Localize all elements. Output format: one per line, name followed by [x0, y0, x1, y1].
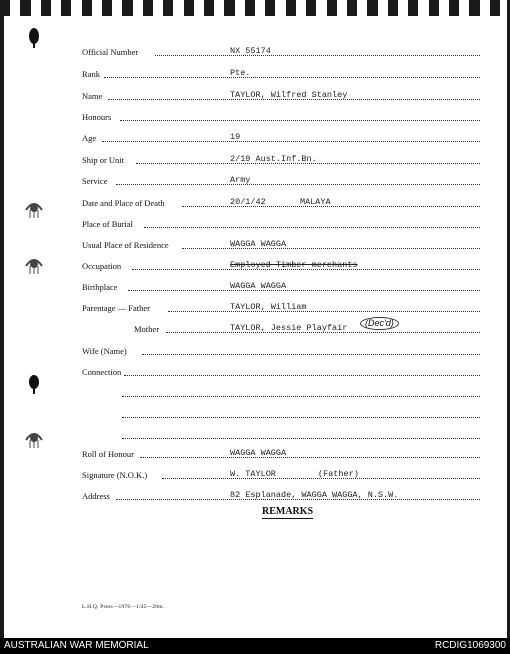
- address-value: 82 Esplanade, WAGGA WAGGA, N.S.W.: [230, 490, 399, 500]
- usual-residence-value: WAGGA WAGGA: [230, 239, 287, 249]
- father-value: TAYLOR, William: [230, 302, 307, 312]
- field-underline: [182, 239, 480, 249]
- signature-label: Signature (N.O.K.): [82, 470, 148, 480]
- place-of-death-value: MALAYA: [300, 197, 331, 207]
- ship-or-unit-value: 2/19 Aust.Inf.Bn.: [230, 154, 317, 164]
- name-value: TAYLOR, Wilfred Stanley: [230, 90, 348, 100]
- field-underline: [155, 46, 480, 56]
- field-underline: [128, 281, 480, 291]
- usual-residence-label: Usual Place of Residence: [82, 240, 169, 250]
- occupation-label: Occupation: [82, 261, 122, 271]
- mother-value: TAYLOR, Jessie Playfair: [230, 323, 348, 333]
- field-underline: [124, 366, 480, 376]
- service-row: [0, 175, 510, 189]
- place-of-burial-label: Place of Burial: [82, 219, 133, 229]
- roll-of-honour-label: Roll of Honour: [82, 449, 134, 459]
- age-value: 19: [230, 132, 241, 142]
- roll-of-honour-row: [0, 448, 510, 462]
- ship-or-unit-row: [0, 154, 510, 168]
- official-number-row: [0, 46, 510, 60]
- punch-hole-icon: [24, 26, 44, 48]
- father-label: Parentage — Father: [82, 303, 150, 313]
- name-label: Name: [82, 91, 103, 101]
- connection-label: Connection: [82, 367, 122, 377]
- field-underline: [122, 387, 480, 397]
- date-place-death-row: [0, 197, 510, 211]
- service-value: Army: [230, 175, 251, 185]
- scan-top-border: [0, 0, 510, 16]
- age-row: [0, 132, 510, 146]
- remarks-heading: REMARKS: [262, 506, 314, 517]
- field-underline: [104, 68, 480, 78]
- field-underline: [144, 218, 480, 228]
- signature-value: W. TAYLOR: [230, 469, 276, 479]
- printer-footnote: L.H.Q. Press—1976—1/45—20m.: [82, 604, 165, 610]
- wife-row: [0, 345, 510, 359]
- usual-residence-row: [0, 239, 510, 253]
- field-underline: [142, 345, 480, 355]
- address-label: Address: [82, 491, 110, 501]
- ship-or-unit-label: Ship or Unit: [82, 155, 125, 165]
- connection-row: [0, 366, 510, 380]
- roll-of-honour-value: WAGGA WAGGA: [230, 448, 287, 458]
- place-of-burial-row: [0, 218, 510, 232]
- field-underline: [168, 302, 480, 312]
- field-underline: [140, 448, 480, 458]
- connection-extra-line: [0, 429, 510, 443]
- birthplace-row: [0, 281, 510, 295]
- field-underline: [122, 429, 480, 439]
- date-of-death-value: 20/1/42: [230, 197, 266, 207]
- occupation-value: Employed Timber merchants: [230, 260, 358, 270]
- honours-row: [0, 111, 510, 125]
- rank-label: Rank: [82, 69, 100, 79]
- address-row: [0, 490, 510, 504]
- field-underline: [122, 408, 480, 418]
- field-underline: [116, 175, 480, 185]
- signature-row: [0, 469, 510, 483]
- official-number-value: NX 55174: [230, 46, 271, 56]
- birthplace-label: Birthplace: [82, 282, 118, 292]
- mother-label: Mother: [134, 324, 160, 334]
- signature-relation-value: (Father): [318, 469, 359, 479]
- deceased-annotation: (Dec'd): [360, 317, 399, 330]
- date-place-death-label: Date and Place of Death: [82, 198, 165, 208]
- honours-label: Honours: [82, 112, 112, 122]
- service-label: Service: [82, 176, 108, 186]
- age-label: Age: [82, 133, 97, 143]
- field-underline: [182, 197, 480, 207]
- mother-row: [0, 318, 510, 337]
- father-row: [0, 302, 510, 316]
- field-underline: [120, 111, 480, 121]
- field-underline: [102, 132, 480, 142]
- rank-row: [0, 68, 510, 82]
- archive-name: AUSTRALIAN WAR MEMORIAL: [4, 640, 149, 651]
- connection-extra-line: [0, 408, 510, 422]
- rank-value: Pte.: [230, 68, 251, 78]
- birthplace-value: WAGGA WAGGA: [230, 281, 287, 291]
- archive-record-id: RCDIG1069300: [434, 640, 506, 651]
- wife-label: Wife (Name): [82, 346, 127, 356]
- name-row: [0, 90, 510, 104]
- official-number-label: Official Number: [82, 47, 139, 57]
- connection-extra-line: [0, 387, 510, 401]
- archive-footer: [0, 638, 510, 654]
- occupation-row: [0, 260, 510, 274]
